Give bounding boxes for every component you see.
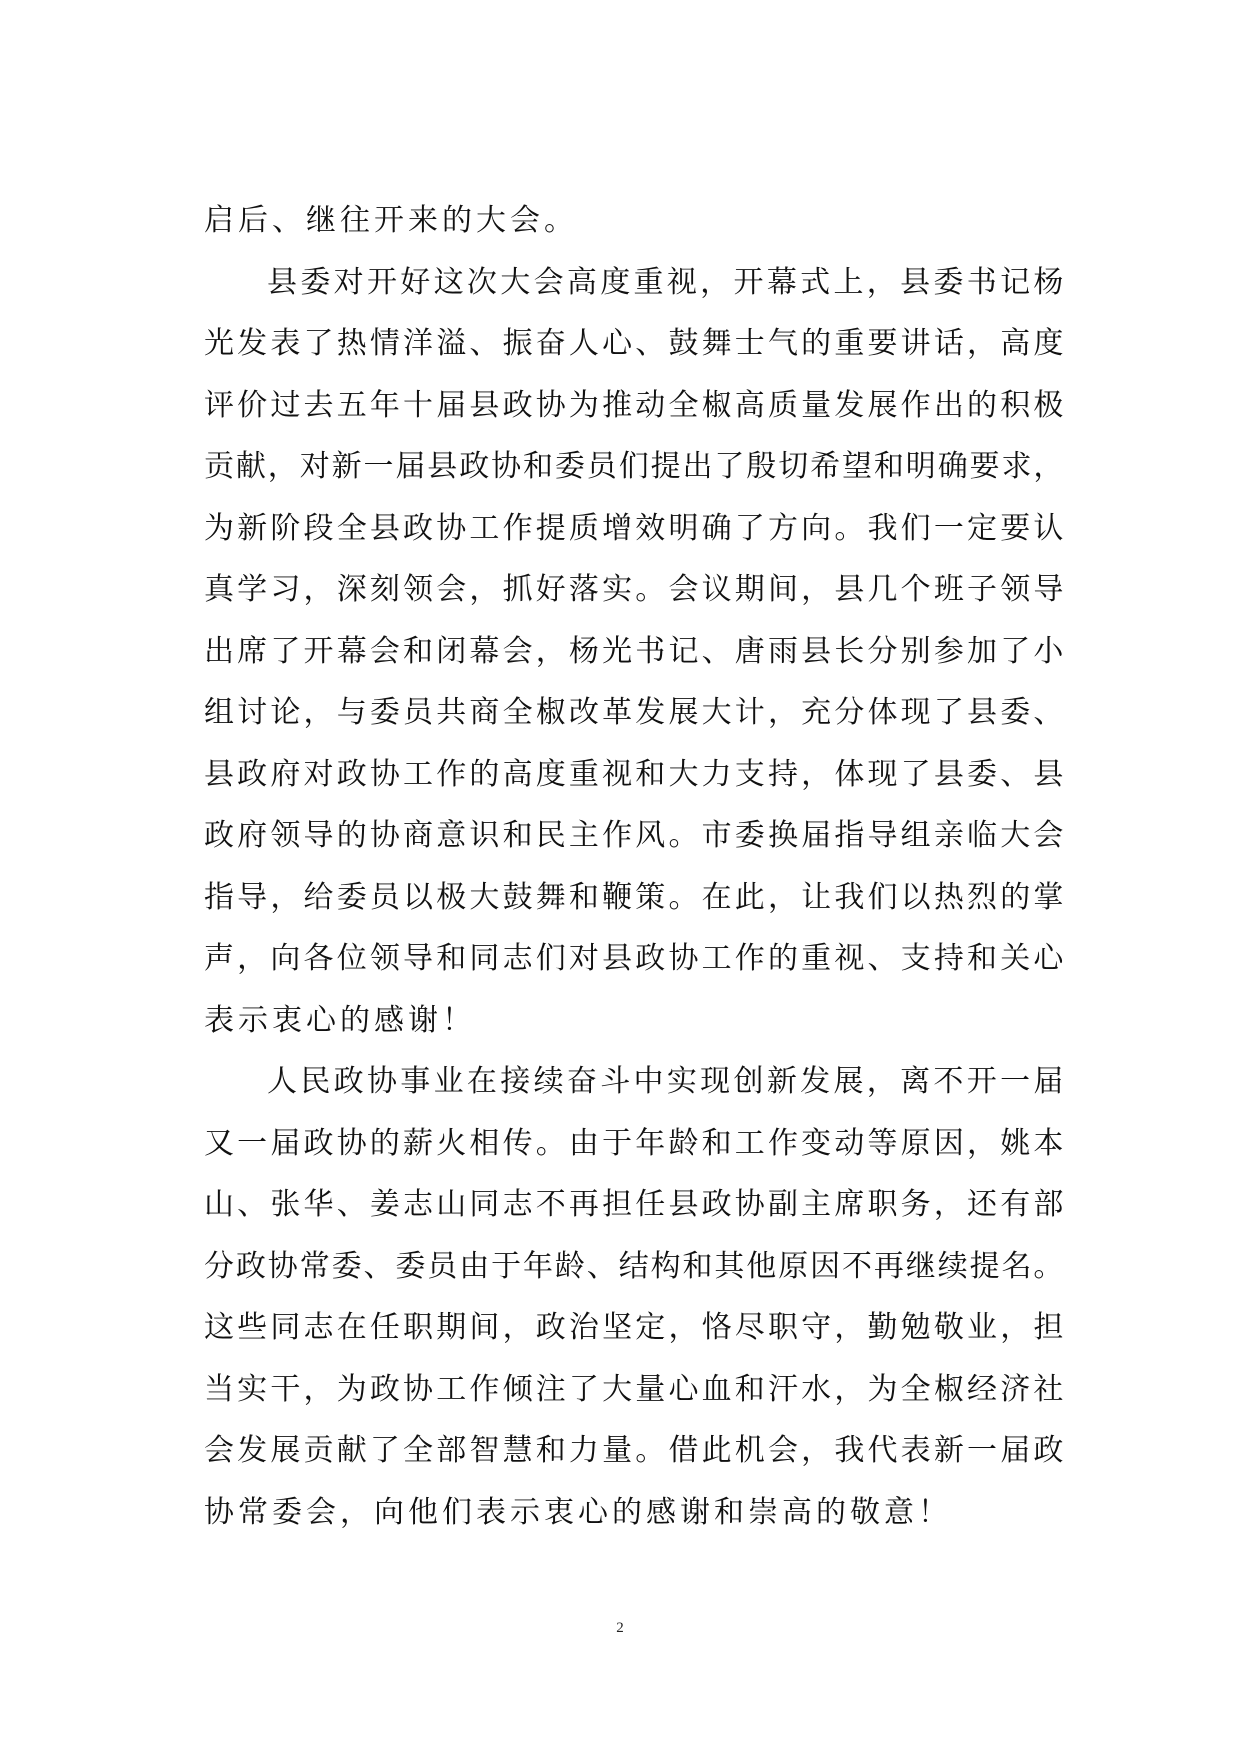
- paragraph: [204, 252, 1064, 1052]
- text-line: 这些同志在任职期间，政治坚定，恪尽职守，勤勉敬业，担: [204, 1310, 1064, 1345]
- paragraph: [204, 190, 1064, 252]
- text-line: 县政府对政协工作的高度重视和大力支持，体现了县委、县: [204, 756, 1064, 792]
- text-line: 出席了开幕会和闭幕会，杨光书记、唐雨县长分别参加了小: [204, 633, 1064, 669]
- text-line: 政府领导的协商意识和民主作风。市委换届指导组亲临大会: [204, 818, 1064, 853]
- text-line: 评价过去五年十届县政协为推动全椒高质量发展作出的积极: [204, 387, 1064, 423]
- text-line: 会发展贡献了全部智慧和力量。借此机会，我代表新一届政: [204, 1433, 1064, 1468]
- text-line: 组讨论，与委员共商全椒改革发展大计，充分体现了县委、: [204, 695, 1064, 730]
- document-body: [204, 190, 1064, 1543]
- text-line: 真学习，深刻领会，抓好落实。会议期间，县几个班子领导: [204, 572, 1064, 607]
- page-number: 2: [616, 1620, 624, 1636]
- text-line: 指导，给委员以极大鼓舞和鞭策。在此，让我们以热烈的掌: [204, 879, 1064, 915]
- text-line: 分政协常委、委员由于年龄、结构和其他原因不再继续提名。: [204, 1248, 1064, 1284]
- text-line: 人民政协事业在接续奋斗中实现创新发展，离不开一届: [267, 1064, 1064, 1099]
- text-line: 声，向各位领导和同志们对县政协工作的重视、支持和关心: [204, 941, 1064, 976]
- text-line: 启后、继往开来的大会。: [204, 203, 578, 238]
- text-line: 表示衷心的感谢！: [204, 1002, 476, 1038]
- text-line: 当实干，为政协工作倾注了大量心血和汗水，为全椒经济社: [204, 1371, 1064, 1407]
- text-line: 贡献，对新一届县政协和委员们提出了殷切希望和明确要求，: [204, 449, 1064, 484]
- text-line: 协常委会，向他们表示衷心的感谢和崇高的敬意！: [204, 1494, 952, 1530]
- text-line: 光发表了热情洋溢、振奋人心、鼓舞士气的重要讲话，高度: [204, 326, 1064, 361]
- paragraph: [204, 1051, 1064, 1543]
- text-line: 为新阶段全县政协工作提质增效明确了方向。我们一定要认: [204, 510, 1064, 546]
- text-line: 又一届政协的薪火相传。由于年龄和工作变动等原因，姚本: [204, 1125, 1064, 1161]
- text-line: 县委对开好这次大会高度重视，开幕式上，县委书记杨: [267, 264, 1064, 300]
- text-line: 山、张华、姜志山同志不再担任县政协副主席职务，还有部: [204, 1187, 1064, 1222]
